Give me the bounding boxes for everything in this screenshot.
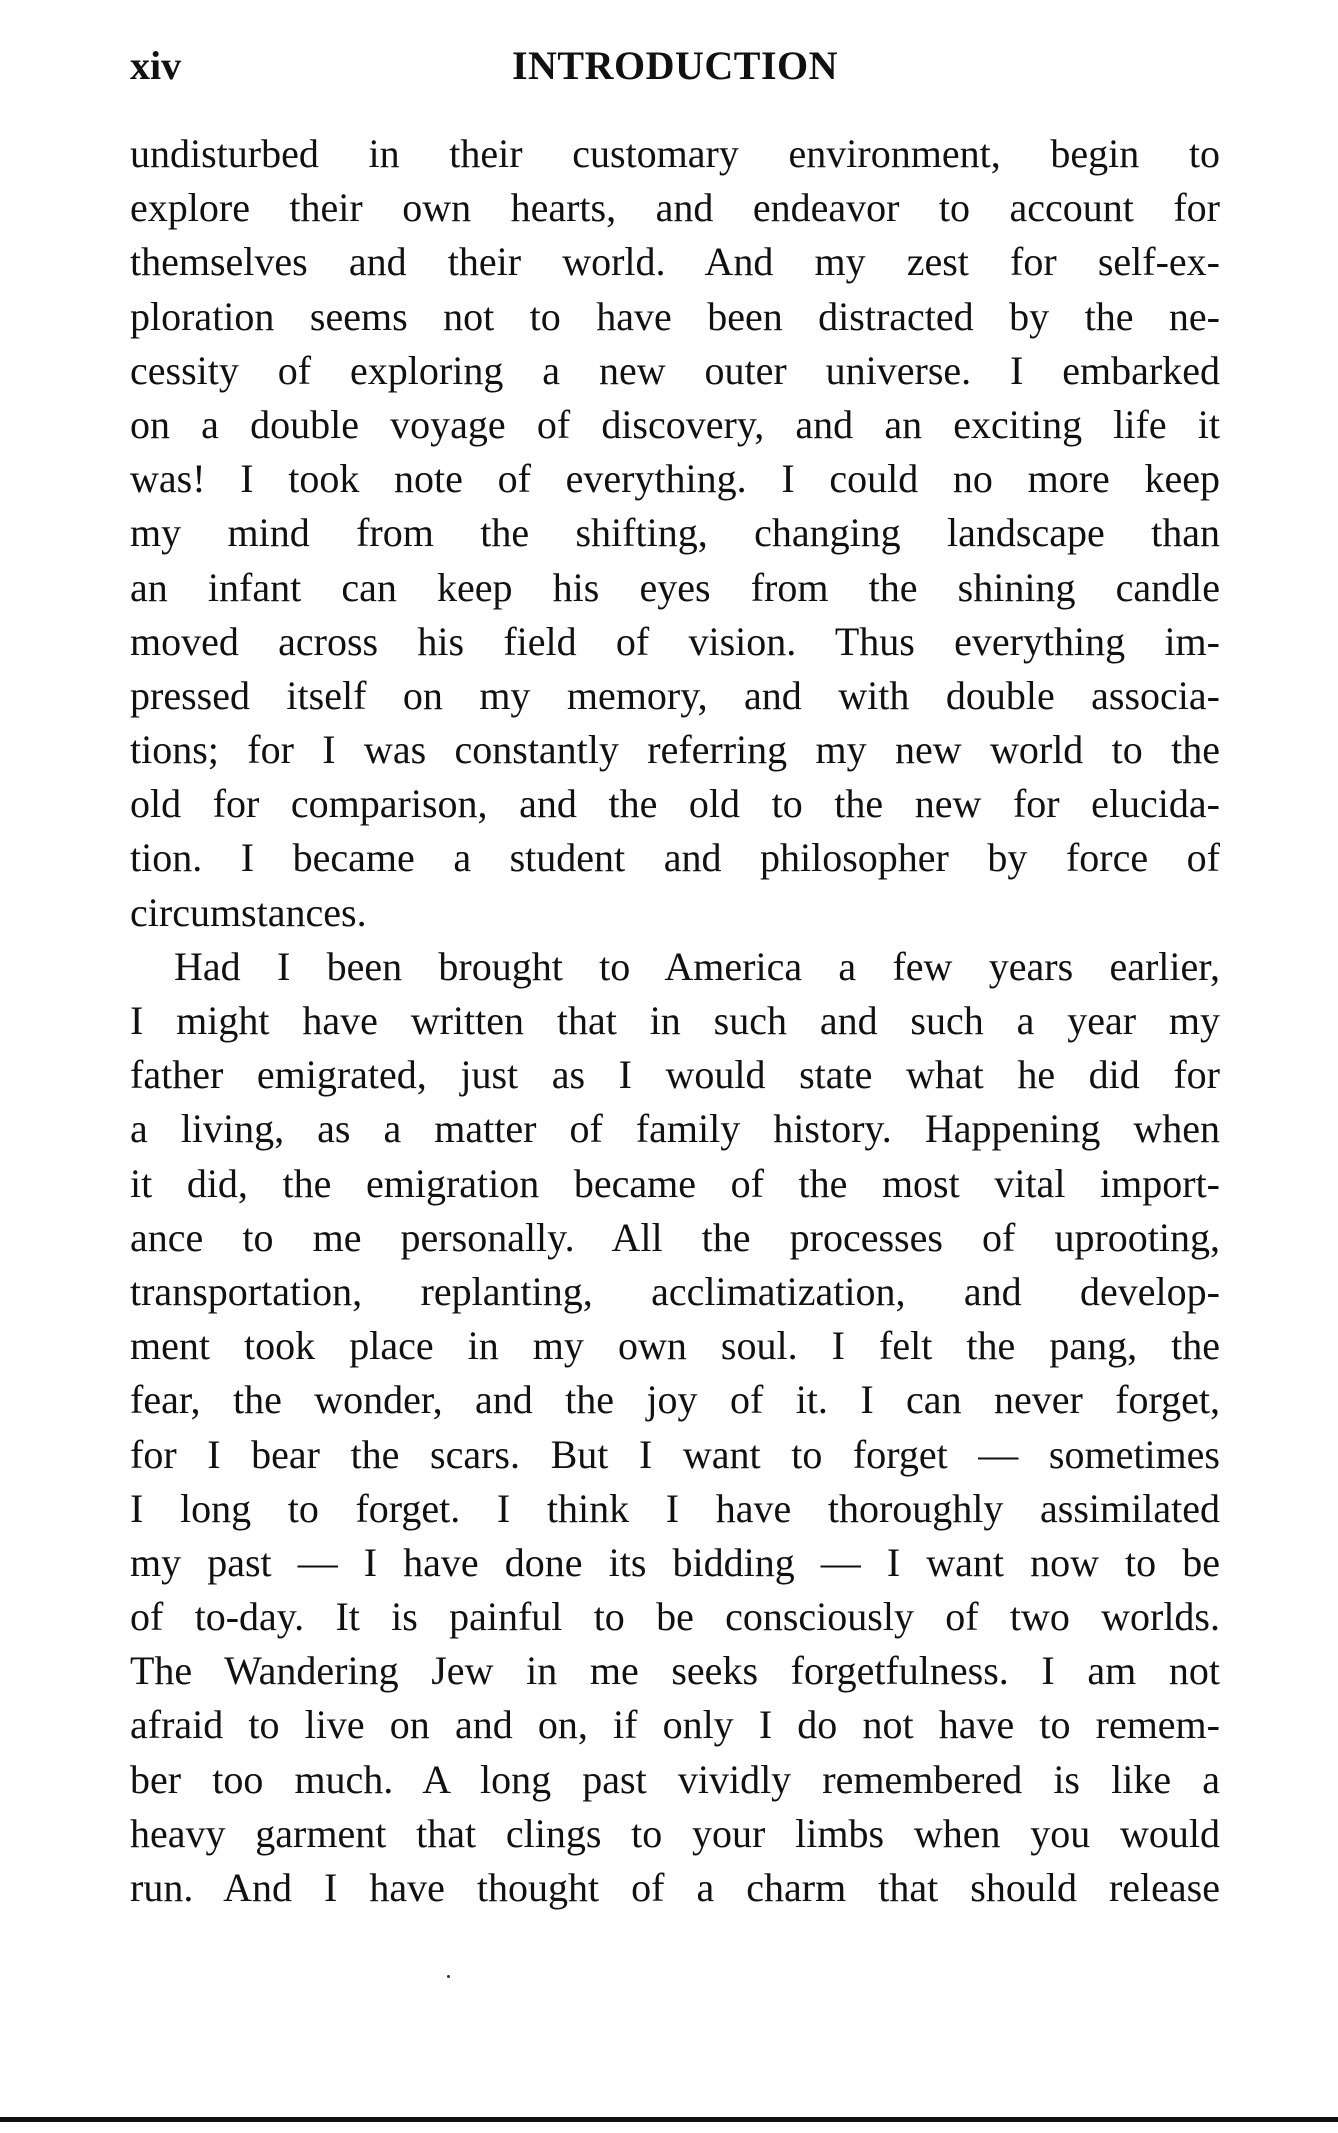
text-line: explore their own hearts, and endeavor to account for xyxy=(130,185,1220,231)
text-line: father emigrated, just as I would state what he did for xyxy=(130,1052,1220,1098)
text-line: ploration seems not to have been distracted by the ne- xyxy=(130,293,1220,339)
text-line: heavy garment that clings to your limbs when you would xyxy=(130,1810,1220,1856)
section-title: INTRODUCTION xyxy=(511,43,839,88)
running-head xyxy=(130,42,1220,102)
text-line: fear, the wonder, and the joy of it. I can never forget, xyxy=(130,1377,1220,1423)
text-line: moved across his field of vision. Thus everything im- xyxy=(130,618,1220,664)
text-line: I might have written that in such and such a year my xyxy=(130,998,1220,1043)
text-line: old for comparison, and the old to the new for elucida- xyxy=(130,781,1220,827)
print-speck xyxy=(447,1975,450,1978)
text-line: themselves and their world. And my zest for self-ex- xyxy=(130,239,1220,285)
text-line: an infant can keep his eyes from the shining candle xyxy=(130,564,1220,610)
text-line: ment took place in my own soul. I felt the pang, the xyxy=(130,1323,1220,1369)
paragraph-end-line: circumstances. xyxy=(130,889,367,935)
text-line: transportation, replanting, acclimatization, and develop- xyxy=(130,1268,1220,1314)
text-line: my mind from the shifting, changing landscape than xyxy=(130,510,1220,556)
text-line: it did, the emigration became of the most vital import- xyxy=(130,1160,1220,1206)
text-line: a living, as a matter of family history. Happening when xyxy=(130,1106,1220,1152)
text-line: The Wandering Jew in me seeks forgetfulness. I am not xyxy=(130,1648,1220,1694)
text-line: my past — I have done its bidding — I want now to be xyxy=(130,1539,1220,1585)
text-line: for I bear the scars. But I want to forget — sometimes xyxy=(130,1431,1220,1477)
text-line: tions; for I was constantly referring my new world to the xyxy=(130,727,1220,773)
text-line: pressed itself on my memory, and with double associa- xyxy=(130,672,1220,718)
text-line: ance to me personally. All the processes of uprooting, xyxy=(130,1214,1220,1260)
bottom-rule xyxy=(0,2117,1338,2122)
text-line: ber too much. A long past vividly remembered is like a xyxy=(130,1756,1220,1802)
text-line: of to-day. It is painful to be consciously of two worlds. xyxy=(130,1594,1220,1640)
text-line: was! I took note of everything. I could no more keep xyxy=(130,456,1220,502)
text-line: run. And I have thought of a charm that should release xyxy=(130,1865,1220,1910)
paragraph-start-line: Had I been brought to America a few years earlier, xyxy=(174,943,1220,989)
text-line: cessity of exploring a new outer universe. I embarked xyxy=(130,347,1220,393)
text-line: undisturbed in their customary environment, begin to xyxy=(130,131,1220,176)
text-line: tion. I became a student and philosopher by force of xyxy=(130,835,1220,881)
page-number: xiv xyxy=(130,43,182,88)
text-line: afraid to live on and on, if only I do not have to remem- xyxy=(130,1702,1220,1748)
body-text xyxy=(130,127,1220,1915)
text-line: on a double voyage of discovery, and an exciting life it xyxy=(130,401,1220,447)
text-line: I long to forget. I think I have thoroughly assimilated xyxy=(130,1485,1220,1531)
